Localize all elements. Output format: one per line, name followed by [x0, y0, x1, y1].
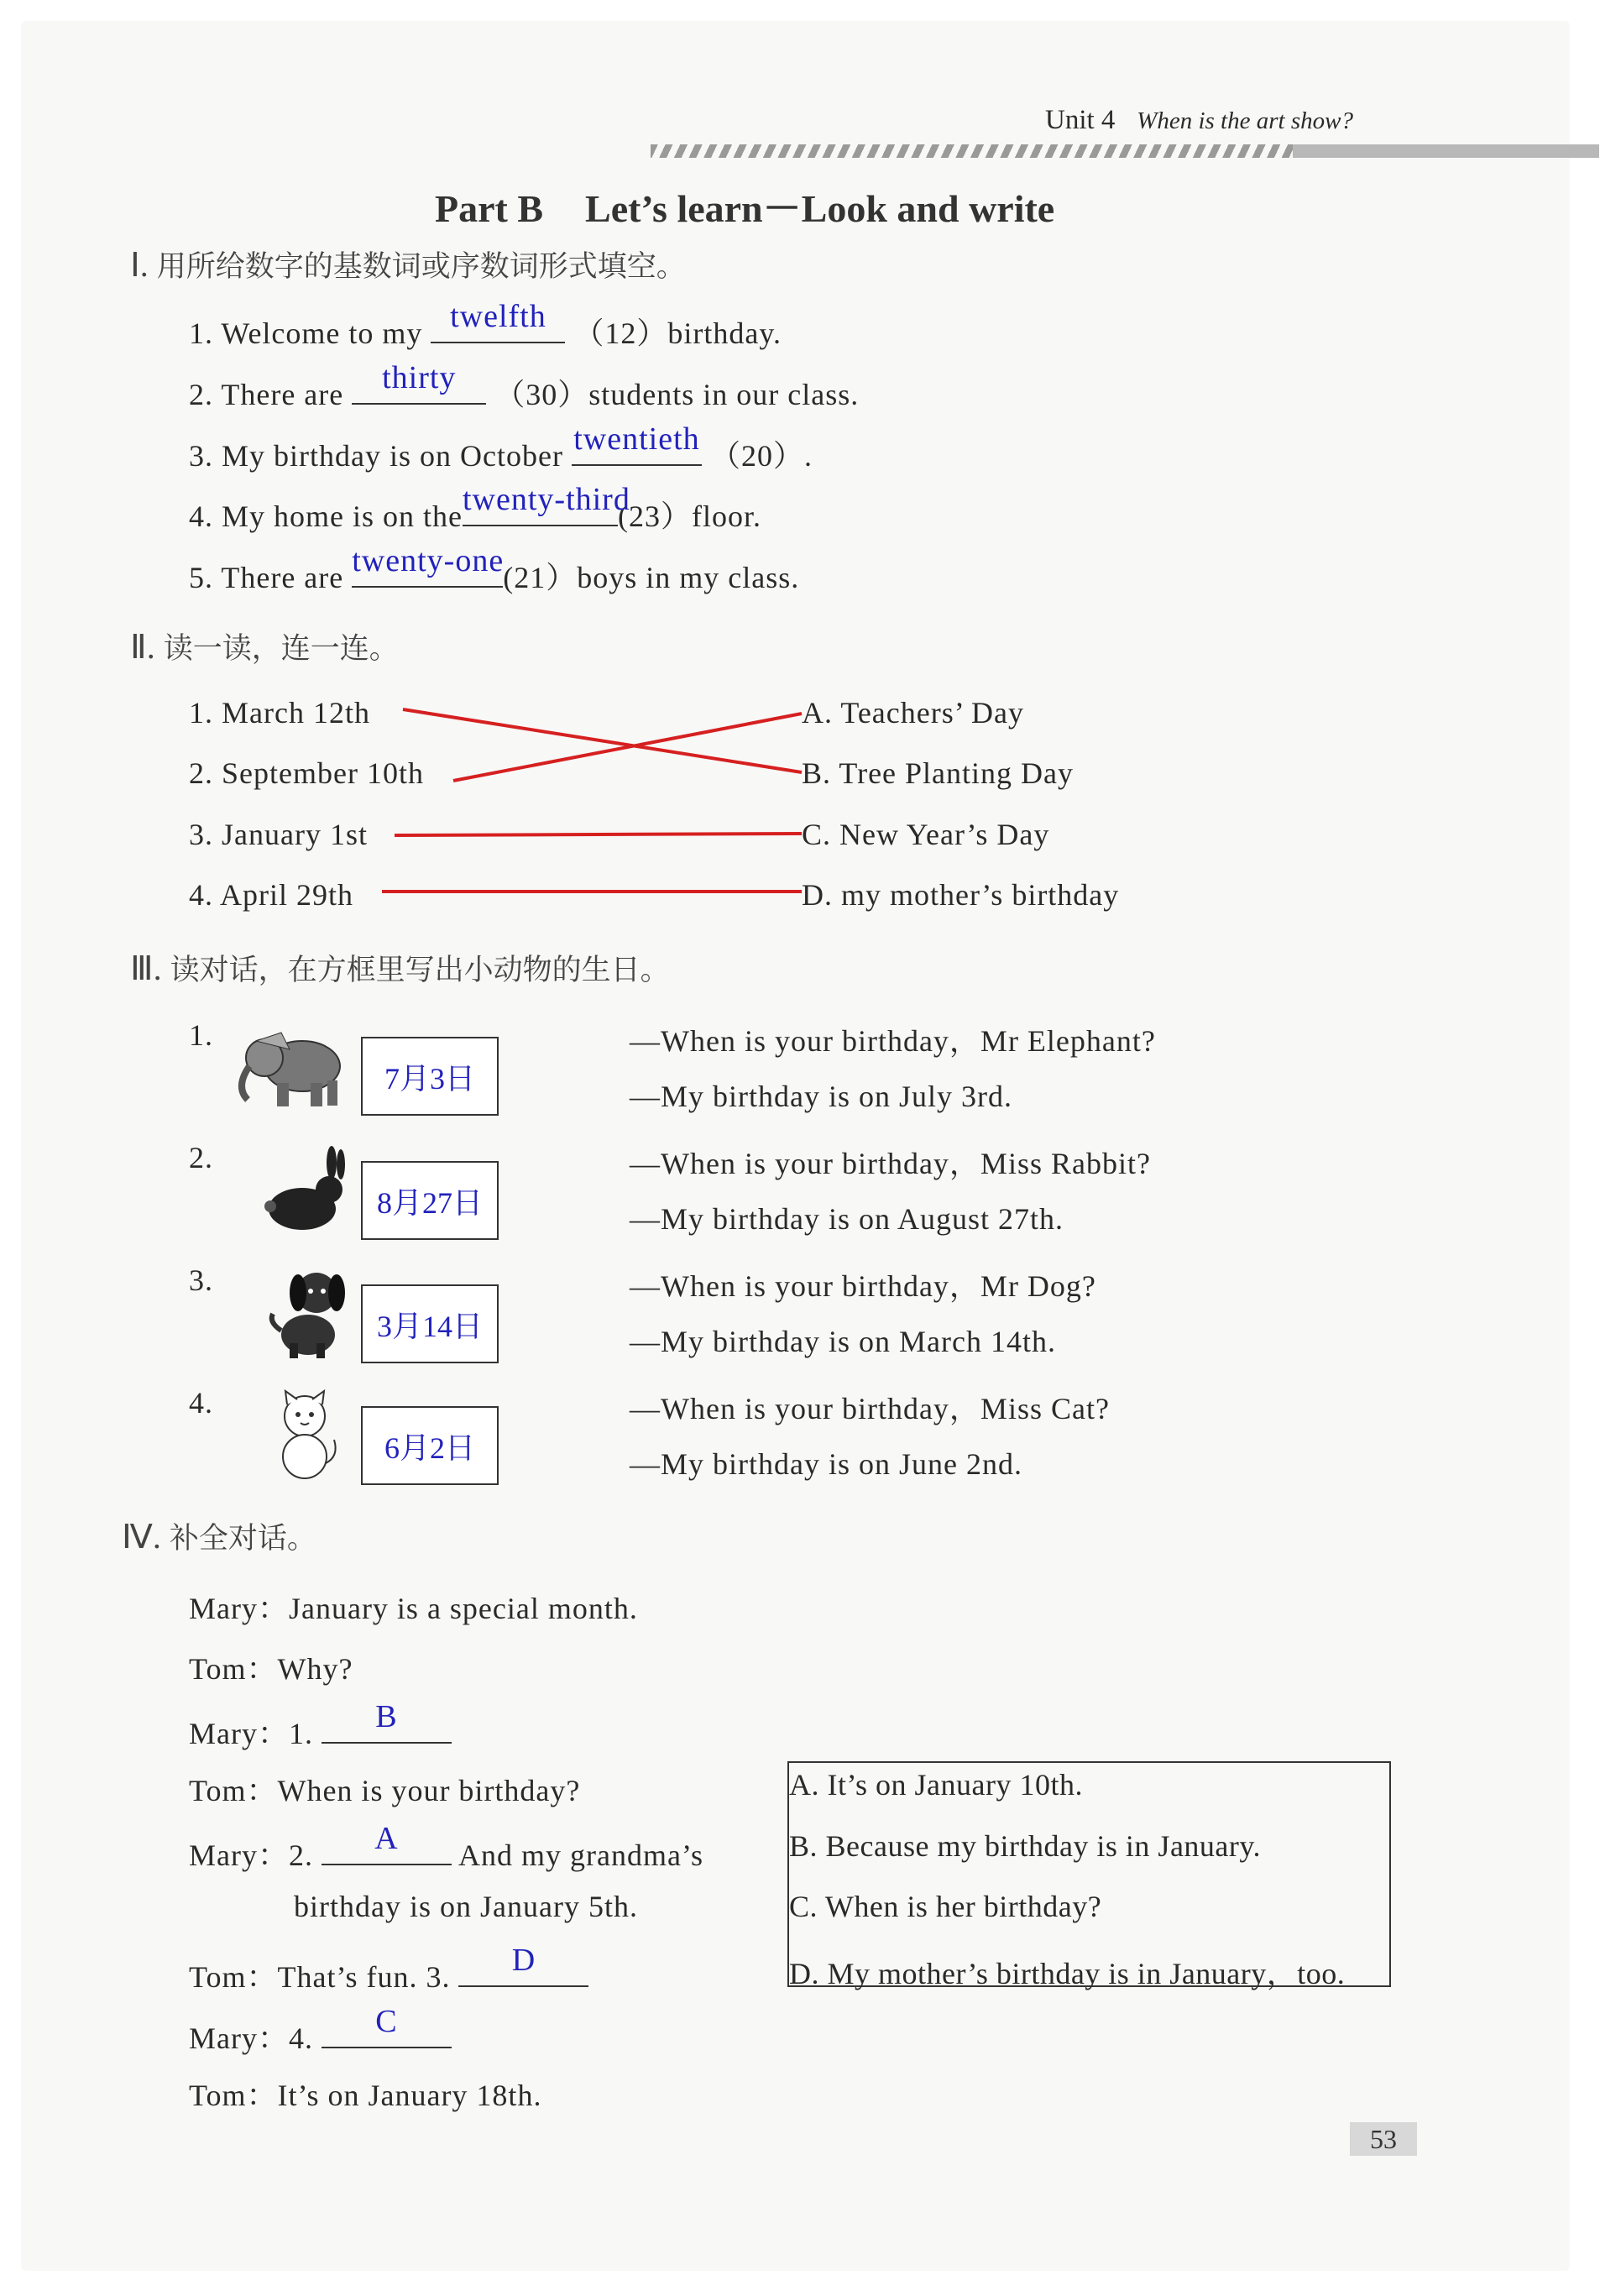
option-d: D. My mother’s birthday is in January，too. [789, 1957, 1346, 1990]
dialogue-line [189, 2004, 452, 2058]
item-number: 2. [189, 378, 213, 411]
match-line [395, 834, 802, 835]
dialogue-question: —When is your birthday，Mr Elephant? [630, 1024, 1156, 1058]
unit-label: Unit 4 [1045, 105, 1116, 135]
dialogue-question: —When is your birthday，Miss Rabbit? [630, 1147, 1151, 1180]
dialogue-suffix: And my grandma’s [458, 1838, 703, 1872]
dialogue-question: —When is your birthday，Mr Dog? [630, 1269, 1096, 1303]
answer-box[interactable]: 6月2日 [361, 1406, 499, 1485]
dialogue-line [189, 1821, 703, 1875]
handwritten-answer: twentieth [573, 421, 700, 457]
handwritten-answer: twelfth [450, 299, 546, 334]
sec3-item-number: 4. [189, 1386, 213, 1420]
match-right-item[interactable]: D. my mother’s birthday [802, 878, 1120, 912]
section-3-instruction: 读对话，在方框里写出小动物的生日。 [170, 954, 670, 987]
rabbit-icon [260, 1146, 353, 1234]
option-c: C. When is her birthday? [789, 1890, 1102, 1923]
item-text: My home is on the [222, 499, 463, 533]
section-3-heading [130, 947, 670, 989]
answer-blank[interactable] [322, 2004, 452, 2048]
answer-box[interactable]: 7月3日 [361, 1037, 499, 1116]
match-right-item[interactable]: C. New Year’s Day [802, 818, 1050, 851]
item-number: 3. [189, 439, 213, 473]
answer-blank[interactable] [322, 1699, 452, 1744]
section-2-number: Ⅱ. [130, 628, 155, 666]
match-right-item[interactable]: A. Teachers’ Day [802, 696, 1025, 730]
handwritten-answer: D [511, 1943, 536, 1978]
option-a: A. It’s on January 10th. [789, 1768, 1083, 1802]
section-4-instruction: 补全对话。 [169, 1522, 316, 1556]
dialogue-line [189, 1943, 588, 1996]
dialogue-line: Tom：When is your birthday? [189, 1774, 581, 1807]
match-left-item[interactable]: 1. March 12th [189, 696, 370, 730]
dialogue-line: birthday is on January 5th. [294, 1890, 638, 1923]
section-2-instruction: 读一读，连一连。 [163, 632, 399, 666]
section-1-instruction: 用所给数字的基数词或序数词形式填空。 [156, 250, 686, 284]
item-text: （12）birthday. [573, 316, 782, 350]
answer-box[interactable]: 8月27日 [361, 1161, 499, 1240]
item-text: （30）students in our class. [494, 378, 860, 411]
page-number: 53 [1350, 2122, 1417, 2156]
handwritten-answer: A [374, 1821, 399, 1856]
match-line [453, 714, 802, 781]
item-text: My birthday is on October [222, 439, 563, 473]
dialogue-answer: —My birthday is on August 27th. [630, 1202, 1064, 1236]
unit-topic: When is the art show? [1137, 107, 1353, 134]
match-right-item[interactable]: B. Tree Planting Day [802, 756, 1075, 790]
title-part: Part B [435, 187, 544, 230]
dialogue-line: Tom：It’s on January 18th. [189, 2079, 542, 2112]
sec3-item-number: 3. [189, 1263, 213, 1297]
match-left-item[interactable]: 3. January 1st [189, 818, 368, 851]
sec3-item-number: 2. [189, 1141, 213, 1174]
dialogue-answer: —My birthday is on March 14th. [630, 1325, 1056, 1358]
title-name: Let’s learn－Look and write [585, 187, 1055, 230]
dialogue-line: Mary：January is a special month. [189, 1592, 638, 1625]
cat-icon [267, 1389, 342, 1482]
handwritten-answer: thirty [382, 360, 457, 395]
item-number: 5. [189, 561, 213, 594]
elephant-icon [231, 1028, 361, 1112]
handwritten-answer: C [375, 2004, 398, 2039]
answer-blank[interactable] [458, 1943, 588, 1987]
dialogue-answer: —My birthday is on July 3rd. [630, 1080, 1012, 1113]
handwritten-answer: twenty-third [462, 482, 630, 517]
item-text: （20）. [709, 439, 813, 473]
section-1-number: Ⅰ. [130, 246, 149, 284]
dog-icon [264, 1268, 353, 1360]
item-number: 4. [189, 499, 213, 533]
option-b: B. Because my birthday is in January. [789, 1829, 1262, 1863]
item-text: There are [221, 561, 344, 594]
dialogue-answer: —My birthday is on June 2nd. [630, 1447, 1022, 1481]
section-3-number: Ⅲ. [130, 949, 162, 987]
section-4-number: Ⅳ. [122, 1518, 161, 1556]
answer-box[interactable]: 3月14日 [361, 1284, 499, 1363]
dialogue-prefix: Tom：That’s fun. 3. [189, 1960, 451, 1994]
match-left-item[interactable]: 2. September 10th [189, 756, 424, 790]
item-text: (23）floor. [617, 499, 761, 533]
answer-blank[interactable] [322, 1821, 452, 1865]
item-number: 1. [189, 316, 213, 350]
dialogue-prefix: Mary：1. [189, 1717, 313, 1750]
dialogue-prefix: Mary：4. [189, 2021, 313, 2055]
handwritten-answer: B [375, 1699, 398, 1734]
section-4-heading [122, 1515, 316, 1557]
match-left-item[interactable]: 4. April 29th [189, 878, 354, 912]
dialogue-line: Tom：Why? [189, 1652, 353, 1686]
handwritten-answer: twenty-one [352, 543, 505, 578]
match-line [403, 709, 802, 772]
item-text: There are [221, 378, 344, 411]
item-text: (21）boys in my class. [503, 561, 800, 594]
item-text: Welcome to my [221, 316, 423, 350]
dialogue-question: —When is your birthday，Miss Cat? [630, 1392, 1110, 1425]
dialogue-line [189, 1699, 452, 1753]
sec3-item-number: 1. [189, 1018, 213, 1052]
dialogue-prefix: Mary：2. [189, 1838, 313, 1872]
